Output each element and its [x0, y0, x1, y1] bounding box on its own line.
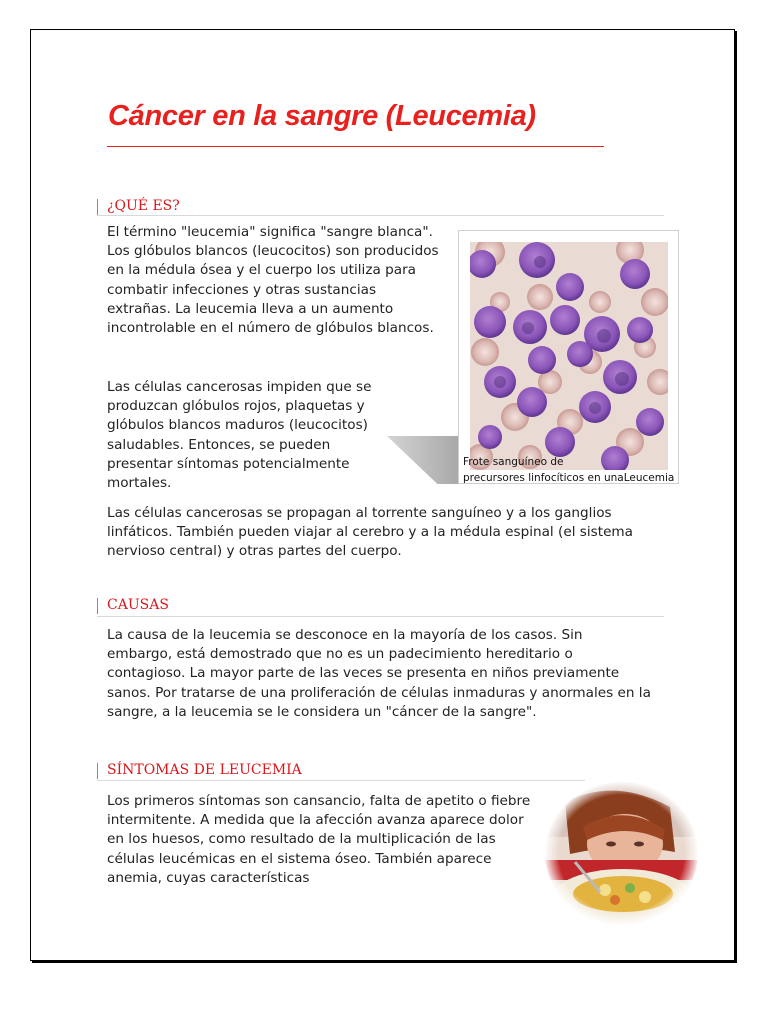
- child-photo: [545, 782, 698, 925]
- paragraph-cancer-cells: Las células cancerosas impiden que se produzcan glóbulos rojos, plaquetas y glóbulos blancos maduros (leucocitos) saludables. Entonces, se pueden presentar síntomas potencialmente mortales.: [107, 379, 372, 492]
- title-underline: [107, 146, 604, 147]
- section-heading-que-es: ¿QUÉ ES?: [107, 198, 180, 214]
- figure-caption: [463, 455, 674, 486]
- section-rule: [97, 780, 585, 781]
- paragraph-definition: El término "leucemia" significa "sangre blanca". Los glóbulos blancos (leucocitos) son producidos en la médula ósea y el cuerpo los utiliza para combatir infecciones y otras sustancias extrañas. La leucemia lleva a un aumento incontrolable en el número de glóbulos blancos.: [107, 224, 439, 337]
- section-marker: [97, 598, 98, 614]
- section-rule: [97, 215, 664, 216]
- section-heading-sintomas: SÍNTOMAS DE LEUCEMIA: [107, 762, 302, 778]
- document-title: Cáncer en la sangre (Leucemia): [108, 100, 536, 132]
- paragraph-causes: La causa de la leucemia se desconoce en la mayoría de los casos. Sin embargo, está demostrado que no es un padecimiento hereditario o contagioso. La mayor parte de las veces se presenta en niños previamente sanos. Por tratarse de una proliferación de células inmaduras y anormales en la sangre, a la leucemia se le considera un "cáncer de la sangre".: [107, 627, 651, 720]
- paragraph-spread: Las células cancerosas se propagan al torrente sanguíneo y a los ganglios linfáticos. También pueden viajar al cerebro y a la médula espinal (el sistema nervioso central) y otras partes del cuerpo.: [107, 505, 634, 560]
- section-heading-causas: CAUSAS: [107, 597, 169, 613]
- section-rule: [97, 616, 664, 617]
- paragraph-symptoms: Los primeros síntomas son cansancio, falta de apetito o fiebre intermitente. A medida que la afección avanza aparece dolor en los huesos, como resultado de la multiplicación de las células leucémicas en el sistema óseo. También aparece anemia, cuyas características: [107, 793, 531, 886]
- section-marker: [97, 763, 98, 779]
- figure-caption-line1: Frote sanguíneo de: [463, 456, 564, 468]
- blood-smear-image: [470, 242, 668, 470]
- figure-caption-line2: precursores linfocíticos en unaLeucemia: [463, 471, 675, 484]
- section-marker: [97, 199, 98, 215]
